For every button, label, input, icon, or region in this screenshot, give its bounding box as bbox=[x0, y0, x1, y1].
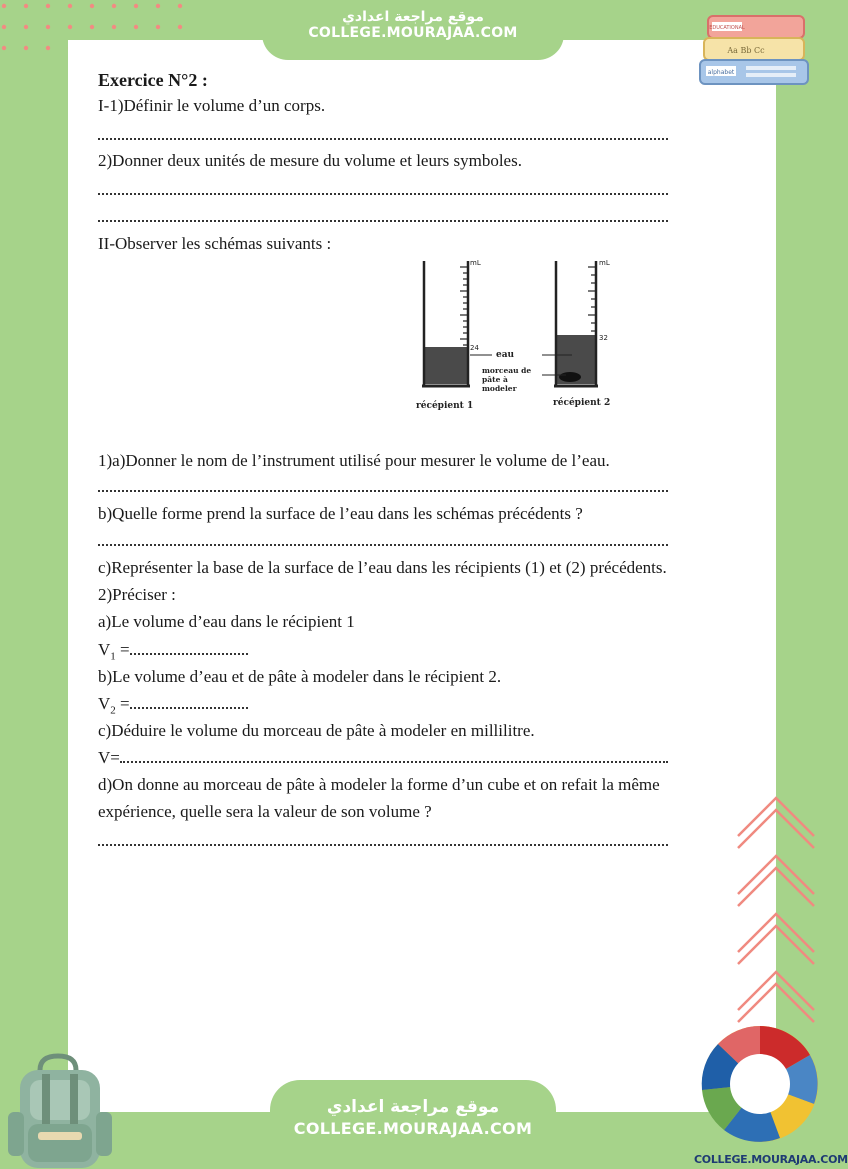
label-clay-line2: pâte à bbox=[482, 375, 508, 384]
v-label: V= bbox=[98, 748, 120, 767]
answer-line[interactable] bbox=[98, 490, 668, 492]
question-2d-line2: expérience, quelle sera la valeur de son volume ? bbox=[98, 802, 432, 821]
question-1c: c)Représenter la base de la surface de l’eau dans les récipients (1) et (2) précédents. bbox=[98, 558, 667, 577]
v2-equals: = bbox=[115, 694, 130, 713]
site-logo[interactable] bbox=[694, 1020, 848, 1166]
answer-line[interactable] bbox=[98, 220, 668, 222]
answer-v2 bbox=[98, 694, 248, 716]
answer-field-v[interactable] bbox=[120, 761, 668, 763]
backpack-icon bbox=[4, 1052, 116, 1169]
answer-field-v2[interactable] bbox=[130, 707, 248, 709]
cylinder-1 bbox=[416, 259, 481, 411]
unit-label-2: mL bbox=[599, 259, 610, 267]
caption-cylinder-1: récépient 1 bbox=[416, 401, 474, 411]
footer-site-url[interactable]: COLLEGE.MOURAJAA.COM bbox=[293, 1119, 533, 1138]
label-clay-line1: morceau de bbox=[482, 366, 532, 375]
question-2b: b)Le volume d’eau et de pâte à modeler dans le récipient 2. bbox=[98, 667, 502, 686]
v1-label: V bbox=[98, 640, 111, 659]
answer-line[interactable] bbox=[98, 544, 668, 546]
answer-line[interactable] bbox=[98, 138, 668, 140]
level-label-1: 24 bbox=[470, 344, 479, 352]
header-arabic-title: موقع مراجعة اعدادي bbox=[342, 9, 484, 25]
site-header[interactable] bbox=[262, 0, 564, 60]
question-i2: 2)Donner deux unités de mesure du volume et leurs symboles. bbox=[98, 151, 522, 170]
logo-caption[interactable]: COLLEGE.MOURAJAA.COM bbox=[694, 1153, 848, 1166]
answer-v bbox=[98, 748, 668, 768]
book-label-2: Aa Bb Cc bbox=[727, 46, 765, 55]
answer-v1 bbox=[98, 640, 248, 662]
answer-line[interactable] bbox=[98, 193, 668, 195]
logo-wheel-icon bbox=[694, 1020, 824, 1148]
v2-subscript: 2 bbox=[110, 704, 116, 717]
label-water: eau bbox=[496, 350, 515, 360]
v2-label: V bbox=[98, 694, 111, 713]
site-footer[interactable] bbox=[270, 1080, 556, 1169]
question-2a: a)Le volume d’eau dans le récipient 1 bbox=[98, 612, 355, 631]
chevron-up-icons bbox=[732, 790, 820, 1030]
question-2: 2)Préciser : bbox=[98, 585, 176, 604]
footer-arabic-title: موقع مراجعة اعدادي bbox=[326, 1097, 500, 1117]
answer-line[interactable] bbox=[98, 844, 668, 846]
question-1b: b)Quelle forme prend la surface de l’eau dans les schémas précédents ? bbox=[98, 504, 583, 523]
question-2d-line1: d)On donne au morceau de pâte à modeler la forme d’un cube et on refait la même bbox=[98, 775, 660, 794]
books-stack-icon bbox=[690, 8, 820, 98]
cylinder-2 bbox=[553, 259, 610, 408]
unit-label-1: mL bbox=[470, 259, 481, 267]
question-ii: II-Observer les schémas suivants : bbox=[98, 234, 332, 253]
v1-equals: = bbox=[115, 640, 130, 659]
caption-cylinder-2: récépient 2 bbox=[553, 398, 611, 408]
clay-piece bbox=[559, 372, 581, 382]
question-i1: I-1)Définir le volume d’un corps. bbox=[98, 96, 326, 115]
level-label-2: 32 bbox=[599, 334, 608, 342]
question-1a: 1)a)Donner le nom de l’instrument utilisé pour mesurer le volume de l’eau. bbox=[98, 451, 610, 470]
answer-field-v1[interactable] bbox=[130, 653, 248, 655]
water-1 bbox=[424, 347, 468, 384]
header-site-url[interactable]: COLLEGE.MOURAJAA.COM bbox=[308, 25, 518, 41]
book-label-1: EDUCATIONAL bbox=[709, 25, 745, 31]
v1-subscript: 1 bbox=[110, 650, 116, 663]
label-clay-line3: modeler bbox=[482, 384, 517, 393]
question-2c: c)Déduire le volume du morceau de pâte à modeler en millilitre. bbox=[98, 721, 535, 740]
graduated-cylinders-figure bbox=[310, 253, 630, 413]
exercise-title: Exercice N°2 : bbox=[98, 70, 208, 90]
book-label-3: alphabet bbox=[707, 69, 735, 76]
